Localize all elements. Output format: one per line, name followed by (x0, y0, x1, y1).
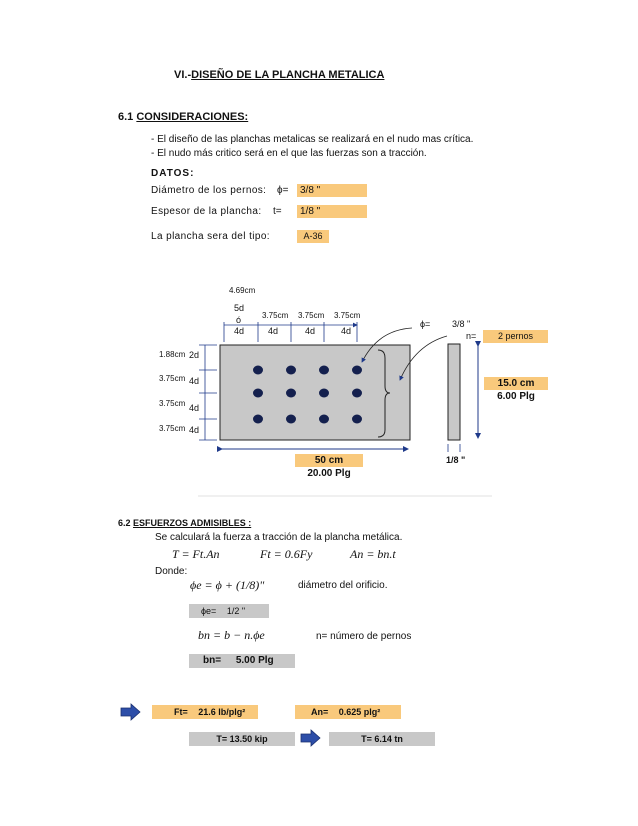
top-o-label: ó (236, 315, 242, 325)
diam-label: Diámetro de los pernos: (151, 185, 267, 196)
bullet-2: - El nudo más critico será en el que las fuerzas son a tracción. (151, 148, 427, 159)
top-4d-label-3: 4d (305, 326, 316, 336)
phi-value: 3/8 " (452, 319, 471, 329)
ft-result (152, 705, 258, 719)
subsection-6-2-heading (118, 518, 251, 528)
phie-label: ϕe= (201, 606, 217, 616)
width-cm: 50 cm (295, 454, 363, 467)
plate-face (220, 345, 410, 440)
t-kip-result: T= 13.50 kip (189, 732, 295, 746)
subsection-number: 6.1 (118, 111, 134, 123)
left-cm-label-3: 3.75cm (159, 399, 186, 408)
left-4d-label-3: 4d (189, 425, 200, 435)
arrow-right-icon (300, 729, 322, 747)
eq-an: An = bn.t (350, 547, 396, 561)
bn-label: bn= (203, 655, 222, 666)
espesor-symbol: t= (273, 206, 282, 217)
eq-tension: T = Ft.An (172, 547, 220, 561)
dim-top-label: 4.69cm (229, 286, 256, 295)
phi-description: diámetro del orificio. (298, 580, 388, 591)
t-tn-result: T= 6.14 tn (329, 732, 435, 746)
phie-value: 1/2 " (226, 606, 246, 616)
left-cm-label-1: 1.88cm (159, 350, 186, 359)
top-5d-label: 5d (234, 303, 245, 313)
left-dimension-lines (199, 345, 217, 440)
top-4d-label-4: 4d (341, 326, 352, 336)
subsection-number: 6.2 (118, 518, 131, 528)
section-title-prefix: VI.- (174, 69, 192, 81)
bn-value: 5.00 Plg (235, 655, 274, 666)
top-4d-label-2: 4d (268, 326, 279, 336)
tipo-value: A-36 (297, 230, 329, 243)
eq-ft: Ft = 0.6Fy (260, 547, 313, 561)
height-cm: 15.0 cm (484, 377, 548, 390)
phi-label: ϕ= (420, 319, 431, 329)
donde-label: Donde: (155, 566, 188, 577)
top-cm-label-2: 3.75cm (298, 311, 325, 320)
eq-bn: bn = b − n.ϕe (198, 628, 265, 642)
width-plg: 20.00 Plg (307, 468, 351, 479)
bn-result (189, 654, 295, 668)
eq-phie: ϕe = ϕ + (1/8)" (190, 578, 265, 592)
an-result (295, 705, 401, 719)
n-description: n= número de pernos (316, 631, 412, 642)
n-value: 2 pernos (483, 330, 548, 343)
section-title-main: DISEÑO DE LA PLANCHA METALICA (191, 69, 385, 81)
datos-heading: DATOS: (151, 168, 195, 179)
subsection-title: ESFUERZOS ADMISIBLES : (133, 518, 252, 528)
left-cm-label-2: 3.75cm (159, 374, 186, 383)
ft-label: Ft= (174, 707, 188, 717)
espesor-label: Espesor de la plancha: (151, 206, 262, 217)
diam-symbol: ϕ= (277, 185, 289, 196)
an-label: An= (311, 707, 329, 717)
tipo-label: La plancha sera del tipo: (151, 231, 270, 242)
plate-side (448, 344, 460, 440)
diam-value: 3/8 " (297, 184, 367, 197)
phie-result (189, 604, 269, 618)
left-4d-label-2: 4d (189, 403, 200, 413)
left-2d-label: 2d (189, 350, 200, 360)
n-label: n= (466, 331, 477, 341)
height-plg: 6.00 Plg (497, 391, 535, 402)
thickness-label: 1/8 " (446, 455, 466, 465)
arrow-right-icon (120, 703, 142, 721)
an-value: 0.625 plg² (338, 707, 381, 717)
left-4d-label-1: 4d (189, 376, 200, 386)
top-cm-label-3: 3.75cm (334, 311, 361, 320)
bullet-1: - El diseño de las planchas metalicas se realizará en el nudo mas crítica. (151, 134, 474, 145)
left-cm-label-4: 3.75cm (159, 424, 186, 433)
ft-value: 21.6 lb/plg² (198, 707, 246, 717)
espesor-value: 1/8 " (297, 205, 367, 218)
top-4d-label-1: 4d (234, 326, 245, 336)
intro-text: Se calculará la fuerza a tracción de la plancha metálica. (155, 532, 403, 543)
subsection-title: CONSIDERACIONES: (136, 111, 249, 123)
top-cm-label-1: 3.75cm (262, 311, 289, 320)
